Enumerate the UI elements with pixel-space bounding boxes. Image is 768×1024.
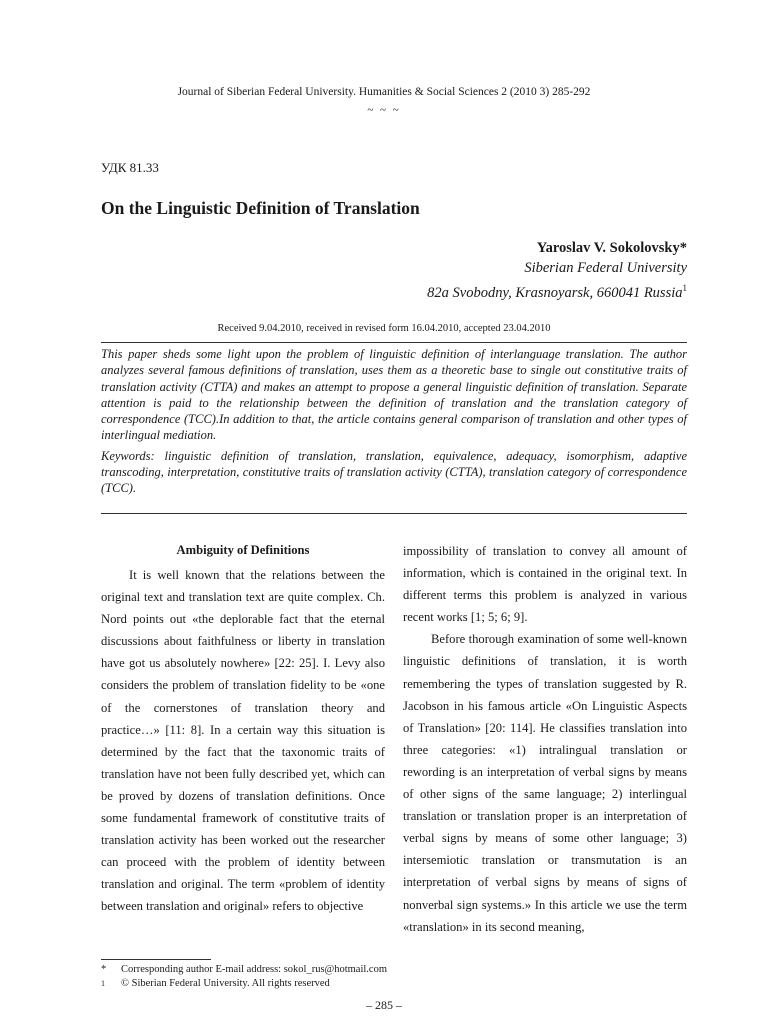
body-paragraph: Before thorough examination of some well-known linguistic definitions of translation, it is worth remembering the types of translation suggested by R. Jacobson in his famous article «On Linguistic Aspects of Translation» [20: 114]. He classifies translation into three categories: «1) intralingual translation or rewording is an interpretation of verbal signs by means of other signs of the same language; 2) interlingual translation or translation proper is an interpretation of verbal signs by means of some other language; 3) intersemiotic translation or transmutation is an interpretation of verbal signs by means of signs of nonverbal sign systems.» In this article we use the term «translation» in its second meaning, [403, 632, 687, 934]
author-address-line [427, 278, 687, 303]
received-dates: Received 9.04.2010, received in revised form 16.04.2010, accepted 23.04.2010 [217, 323, 551, 334]
page-number: – 285 – [366, 998, 402, 1012]
article-title: On the Linguistic Definition of Translation [101, 198, 420, 218]
footnote-mark: 1 [101, 979, 105, 988]
keywords-text: Keywords: linguistic definition of translation, translation, equivalence, adequacy, isomorphism, adaptive transcoding, interpretation, constitutive traits of translation activity (CTTA), translation category of correspondence (TCC). [101, 448, 687, 496]
footnote-text: © Siberian Federal University. All rights reserved [121, 978, 330, 989]
header-ornament: ~ ~ ~ [367, 104, 401, 116]
author-block [427, 238, 687, 303]
body-column-left [101, 540, 385, 918]
udk-code: УДК 81.33 [101, 160, 159, 175]
body-column-right [403, 540, 687, 938]
abstract-block [101, 346, 687, 497]
section-heading: Ambiguity of Definitions [176, 543, 310, 557]
abstract-text: This paper sheds some light upon the problem of linguistic definition of interlanguage translation. The author analyzes several famous definitions of translation, uses them as a theoretic base to single out constitutive traits of translation activity (CTTA) and makes an attempt to propose a general linguistic definition of translation. Separate attention is paid to the relationship between the definition of translation and the translation category of correspondence (TCC).In addition to that, the article contains general comparison of translation and other types of interlingual mediation. [101, 347, 687, 443]
body-paragraph: impossibility of translation to convey all amount of information, which is contained in the original text. In different terms this problem is analyzed in various recent works [1; 5; 6; 9]. [403, 544, 687, 625]
author-affiliation: Siberian Federal University [524, 260, 687, 276]
journal-header: Journal of Siberian Federal University. Humanities & Social Sciences 2 (2010 3) 285-292 [177, 86, 591, 98]
footnote-mark: * [101, 964, 107, 975]
author-address: 82a Svobodny, Krasnoyarsk, 660041 Russia [427, 284, 683, 301]
body-paragraph: It is well known that the relations between the original text and translation text are quite complex. Ch. Nord points out «the deplorable fact that the eternal discussions about faithfulness or liberty in translation have got us absolutely nowhere» [22: 25]. I. Levy also considers the problem of translation fidelity to be «one of the cornerstones of translation theory and practice…» [11: 8]. In a certain way this situation is determined by the fact that the taxonomic traits of translation have not been fully described yet, which can be proved by dozens of translation definitions. Once some fundamental framework of constitutive traits of translation activity has been worked out the researcher can proceed with the problem of identity between translation and original. The term «problem of identity between translation and original» refers to objective [101, 568, 385, 914]
abstract-top-rule [101, 342, 687, 343]
address-footnote-mark: 1 [682, 283, 687, 293]
author-name: Yaroslav V. Sokolovsky* [536, 240, 687, 256]
footnote-rule [101, 959, 211, 960]
footnote [101, 977, 330, 990]
footnote [101, 963, 387, 976]
footnote-text: Corresponding author E-mail address: sokol_rus@hotmail.com [121, 964, 388, 975]
abstract-bottom-rule [101, 513, 687, 514]
